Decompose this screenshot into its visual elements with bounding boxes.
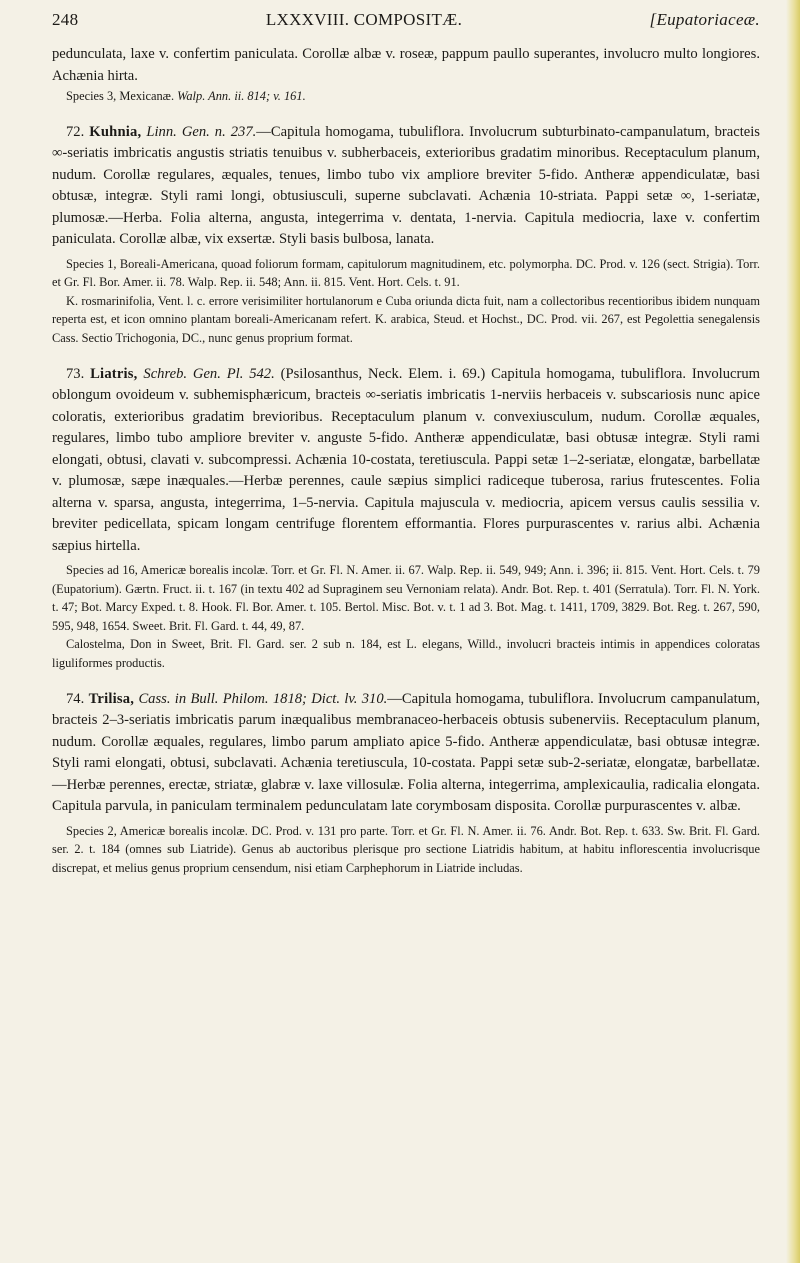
genus-description: —Capitula homogama, tubuliflora. Involucrum campanulatum, bracteis 2–3-seriatis imbricatis parum inæqualibus membranaceo-herbaceis obtusis subenerviis. Receptaculum planum, nudum. Corollæ æquales, regulares, limbo parum ampliato apice 5-fido. Antheræ appendiculatæ, basi obtusæ integræ. Styli rami elongati, obtusi, subclavati. Achænia teretiuscula, 10-costata. Pappi setæ sub-2-seriatæ, elongatæ, barbellatæ.—Herbæ perennes, erectæ, striatæ, glabræ v. laxe villosulæ. Folia alterna, integerrima, amplexicaulia, radicalia elongata. Capitula parvula, in paniculam terminalem pedunculatam late corymbosam disposita. Corollæ purpurascentes v. albæ. [52, 690, 760, 815]
genus-note: Species 2, Americæ borealis incolæ. DC. Prod. v. 131 pro parte. Torr. et Gr. Fl. N. Amer. ii. 76. Andr. Bot. Rep. t. 633. Sw. Brit. Fl. Gard. ser. 2. t. 184 (omnes sub Liatride). Genus ab auctoribus plerisque pro sectione Liatridis habitum, at habitu inflorescentia involucrisque discrepat, et melius genus proprium censendum, nisi etiam Carphephorum in Liatride includas. [52, 823, 760, 875]
genus-name: Trilisa, [88, 690, 135, 707]
genus-number: 73. [66, 365, 85, 382]
genus-number: 72. [66, 123, 85, 140]
genus-name: Kuhnia, [89, 123, 142, 140]
genus-name: Liatris, [90, 365, 138, 382]
genus-description: —Capitula homogama, tubuliflora. Involucrum subturbinato-campanulatum, bracteis ∞-seriatis imbricatis angustis striatis tenuibus v. subherbaceis, exterioribus gradatim minoribus. Receptaculum planum, nudum. Corollæ regulares, æquales, tenues, limbo tubo vix ampliore breviter 5-fido. Antheræ appendiculatæ, basi obtusæ, integræ. Styli rami longi, obtusiusculi, superne subclavati. Achænia 10-striata. Pappi setæ ∞, 1-seriatæ, plumosæ.—Herba. Folia alterna, angusta, integerrima v. dentata, 1-nervia. Capitula mediocria, laxe v. confertim paniculata. Corollæ albæ, vix exsertæ. Styli basis bulbosa, lanata. [52, 123, 760, 248]
genus-authority: Cass. in Bull. Philom. 1818; Dict. lv. 310. [138, 690, 388, 707]
genus-description: (Psilosanthus, Neck. Elem. i. 69.) Capitula homogama, tubuliflora. Involucrum oblongum ovoideum v. subhemisphæricum, bracteis ∞-seriatis imbricatis 1-nerviis herbaceis v. subscariosis nunc apice coloratis, exterioribus gradatim brevioribus. Receptaculum planum v. convexiusculum, nudum. Corollæ æquales, regulares, limbo tubo ampliore breviter v. anguste 5-fido. Antheræ appendiculatæ, basi obtusæ integræ. Styli rami elongati, obtusi, clavati v. subcompressi. Achænia 10-costata, teretiuscula. Pappi setæ 1–2-seriatæ, elongatæ, barbellatæ v. plumosæ, sæpe inæquales.—Herbæ perennes, caule sæpius simplici radiceque tuberosa, rarius frutescentes. Folia alterna v. sparsa, angusta, integerrima, 1–5-nervia. Capitula majuscula v. mediocria, apicem versus caulis sessilia v. breviter pedicellata, spicam longam centrifuge florentem efformantia. Flores purpurascentes v. rarius albi. Achænia sæpius hirtella. [52, 365, 760, 554]
intro-species-line: Species 3, Mexicanæ. [66, 89, 175, 103]
genus-authority: Linn. Gen. n. 237. [146, 123, 257, 140]
genus-entry-trilisa [52, 689, 760, 818]
genus-entry-liatris [52, 364, 760, 558]
genus-authority: Schreb. Gen. Pl. 542. [143, 365, 275, 382]
genus-note: K. rosmarinifolia, Vent. l. c. errore verisimiliter hortulanorum e Cuba oriunda dicta fuit, nam a collectoribus recentioribus ibidem nunquam reperta est, et icon omnino plantam boreali-Americanam refert. K. arabica, Steud. et Hochst., DC. Prod. vii. 267, est Pegolettia senegalensis Cass. Sectio Trichogonia, DC., nunc genus proprium format. [52, 293, 760, 345]
genus-note: Species ad 16, Americæ borealis incolæ. Torr. et Gr. Fl. N. Amer. ii. 67. Walp. Rep. ii. 549, 949; Ann. i. 396; ii. 815. Vent. Hort. Cels. t. 79 (Eupatorium). Gærtn. Fruct. ii. t. 167 (in textu 402 ad Supraginem seu Vernoniam relata). Andr. Bot. Rep. t. 401 (Serratula). Torr. Fl. N. York. t. 47; Bot. Marcy Exped. t. 8. Hook. Fl. Bor. Amer. t. 105. Bertol. Misc. Bot. v. t. 1 ad 3. Bot. Mag. t. 1411, 1709, 3829. Bot. Reg. t. 267, 590, 595, 948, 1654. Sweet. Brit. Fl. Gard. t. 44, 49, 87. [52, 563, 760, 633]
running-header [52, 10, 760, 30]
genus-note: Species 1, Boreali-Americana, quoad foliorum formam, capitulorum magnitudinem, etc. polymorpha. DC. Prod. v. 126 (sect. Strigia). Torr. et Gr. Fl. Bor. Amer. ii. 78. Walp. Rep. ii. 548; Ann. ii. 815. Vent. Hort. Cels. t. 91. [52, 256, 760, 290]
section-title: LXXXVIII. COMPOSITÆ. [265, 10, 463, 29]
page-number: 248 [52, 10, 79, 29]
genus-number: 74. [66, 690, 85, 707]
page-edge-shading [786, 0, 800, 1263]
family-title: [Eupatoriaceæ. [649, 10, 760, 29]
intro-species [52, 87, 760, 106]
genus-note: Calostelma, Don in Sweet, Brit. Fl. Gard. ser. 2 sub n. 184, est L. elegans, Willd., involucri bracteis intimis in appendices coloratas liguliformes productis. [52, 637, 760, 671]
intro-species-ref: Walp. Ann. ii. 814; v. 161. [177, 89, 306, 103]
intro-paragraph: pedunculata, laxe v. confertim paniculata. Corollæ albæ v. roseæ, pappum paullo superantes, involucro multo longiores. Achænia hirta. [52, 46, 760, 84]
genus-entry-kuhnia [52, 122, 760, 251]
